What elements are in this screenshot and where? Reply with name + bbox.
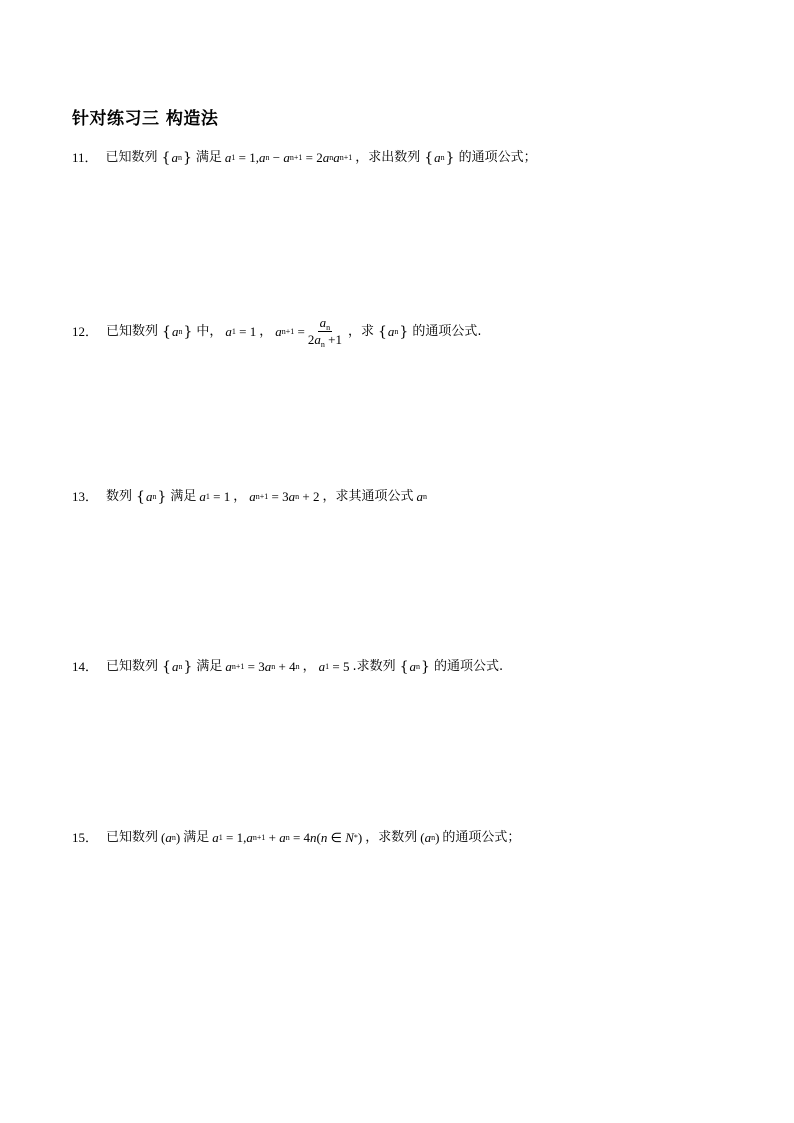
problem-text: ， (302, 659, 316, 674)
problem-text: 已知数列 (106, 830, 159, 845)
math-sequence: { a n } (424, 150, 455, 166)
problem-number: 13． (72, 489, 99, 504)
math-sequence: { a n } (162, 323, 193, 340)
problem-text: 满足 (196, 659, 223, 674)
math-sequence: { a n } (162, 659, 193, 675)
problem-number: 15． (72, 830, 99, 845)
problem-text: 已知数列 (106, 659, 159, 674)
problem-text: ， (233, 489, 247, 504)
problem-text: 满足 (195, 150, 222, 165)
problem-text: ，求数列 (365, 830, 418, 845)
math-sequence: { a n } (136, 489, 167, 505)
problem-text: 数列 (106, 489, 133, 504)
math-recurrence: a n+1 = 3 a n + 2 (249, 489, 320, 504)
math-condition: a 1 = 1, a n+1 + a n = 4 n ( n ∈ N * ) (212, 830, 363, 845)
problem-number: 12． (72, 323, 99, 339)
problem-14 (72, 657, 503, 677)
problem-text: 的通项公式. (412, 323, 482, 339)
problem-text: ， (259, 323, 273, 339)
math-sequence: { a n } (399, 659, 430, 675)
problem-text: 的通项公式. (433, 659, 504, 674)
math-recurrence: a n+1 = 3 a n + 4 n (225, 659, 300, 674)
problem-text: 满足 (183, 830, 210, 845)
problem-text: 中， (196, 323, 223, 339)
math-sequence: ( a n ) (161, 830, 181, 845)
problem-text: 的通项公式； (458, 150, 537, 165)
math-sequence: { a n } (161, 150, 192, 166)
problem-text: 已知数列 (106, 323, 159, 339)
math-initial-term: a 1 = 1 (225, 323, 257, 339)
math-initial-term: a 1 = 1 (199, 489, 231, 504)
problem-text: .求数列 (352, 659, 396, 674)
problem-text: ，求 (347, 323, 374, 339)
problem-text: 满足 (170, 489, 197, 504)
math-fraction: $\frac{a_n}{2a_n +1}$ (307, 315, 342, 349)
math-sequence: ( a n ) (420, 830, 440, 845)
problem-text: ，求出数列 (355, 150, 421, 165)
math-recurrence: a n+1 = $\frac{a_n}{2a_n +1}$ (275, 315, 342, 349)
problem-12 (72, 316, 481, 347)
problem-15 (72, 828, 520, 848)
math-condition: a 1 = 1, a n − a n+1 = 2 a n a n+1 (224, 150, 353, 165)
problem-13 (72, 487, 430, 507)
math-general-term: a n (416, 489, 427, 504)
problem-text: 的通项公式； (442, 830, 521, 845)
math-initial-term: a 1 = 5 (318, 659, 350, 674)
section-title: 针对练习三 构造法 (72, 109, 219, 129)
problem-text: ，求其通项公式 (322, 489, 414, 504)
problem-number: 11． (72, 150, 98, 165)
problem-text: 已知数列 (105, 150, 158, 165)
problem-number: 14． (72, 659, 99, 674)
math-sequence: { a n } (377, 323, 409, 340)
problem-11 (72, 148, 537, 168)
